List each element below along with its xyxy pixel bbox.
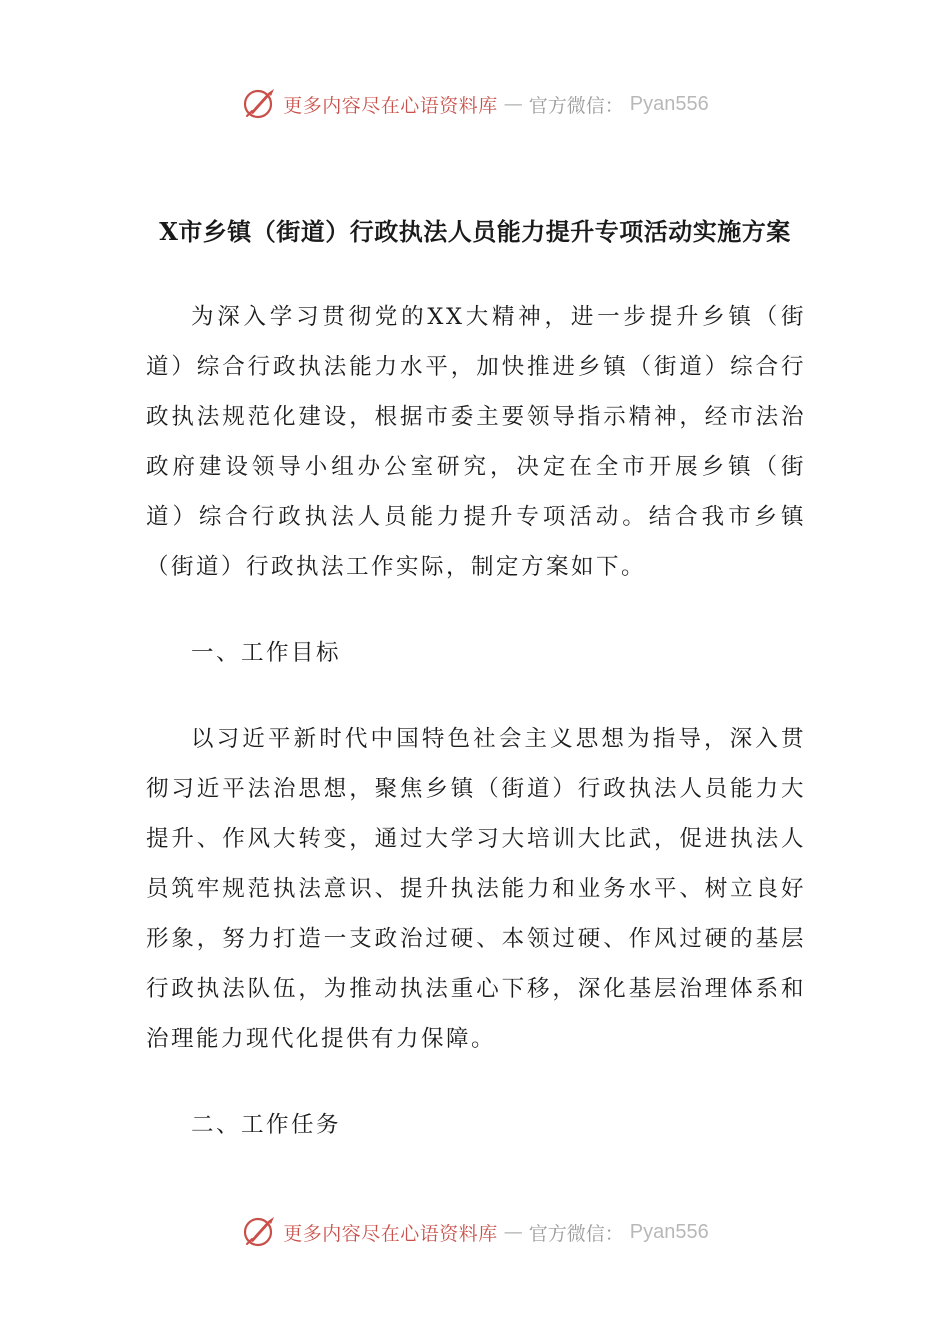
watermark-account-id: Pyan556 [629, 92, 709, 115]
header-watermark [0, 84, 950, 124]
section-heading-tasks: 二、工作任务 [191, 1112, 342, 1138]
intro-paragraph: 为深入学习贯彻党的XX大精神，进一步提升乡镇（街道）综合行政执法能力水平，加快推进乡镇（街道）综合行政执法规范化建设，根据市委主要领导指示精神，经市法治政府建设领导小组办公室研究，决定在全市开展乡镇（街道）综合行政执法人员能力提升专项活动。结合我市乡镇（街道）行政执法工作实际，制定方案如下。 [146, 304, 806, 580]
document-title: X市乡镇（街道）行政执法人员能力提升专项活动实施方案 [159, 217, 791, 246]
document-body [146, 292, 806, 1150]
section-heading-goals: 一、工作目标 [191, 640, 342, 666]
quill-logo-icon [241, 86, 277, 122]
watermark-dash: — [503, 1221, 523, 1243]
goals-paragraph: 以习近平新时代中国特色社会主义思想为指导，深入贯彻习近平法治思想，聚焦乡镇（街道）行政执法人员能力大提升、作风大转变，通过大学习大培训大比武，促进执法人员筑牢规范执法意识、提升执法能力和业务水平、树立良好形象，努力打造一支政治过硬、本领过硬、作风过硬的基层行政执法队伍，为推动执法重心下移，深化基层治理体系和治理能力现代化提供有力保障。 [146, 726, 806, 1052]
footer-watermark [0, 1212, 950, 1252]
watermark-brand-text: 更多内容尽在心语资料库 [283, 1222, 498, 1245]
watermark-official-label: 官方微信： [528, 94, 624, 117]
watermark-official-label: 官方微信： [528, 1222, 624, 1245]
watermark-dash: — [503, 93, 523, 115]
watermark-brand-text: 更多内容尽在心语资料库 [283, 94, 498, 117]
watermark-account-id: Pyan556 [629, 1220, 709, 1243]
quill-logo-icon [241, 1214, 277, 1250]
